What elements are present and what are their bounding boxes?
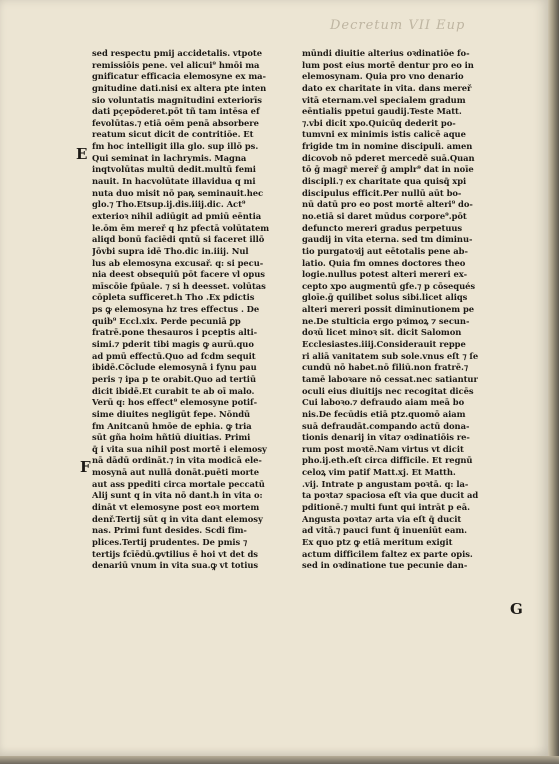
text-line: gloīe.ḡ quilibet solus sibi.licet aliqs xyxy=(302,292,468,303)
text-line: lus ab elemosyna excusař. q: si pecu- xyxy=(92,257,264,268)
text-line: ad vitā.⁊ pauci funt q̄ inueniūt eam. xyxy=(302,525,468,536)
text-line: nia deest obsequiū pōt facere vl opus xyxy=(92,269,265,280)
text-line: tertijs fcīēdū.ꝙvtilius ē hoi vt det ds xyxy=(92,548,258,559)
text-line: nauit. In hacvolūtate illavidua q mi xyxy=(92,176,256,187)
text-line: actum difficilem faltez ex parte opis. xyxy=(302,548,473,559)
text-line: fm hoc intelligit illa glo. sup illō ps. xyxy=(92,141,259,152)
text-line: mosynā aut nullā donāt.puēti morte xyxy=(92,467,259,478)
text-line: cundū nō habet.nō filiū.non fratrē.⁊ xyxy=(302,362,468,373)
text-line: nas. Primi funt desides. Scdi fim- xyxy=(92,525,247,536)
running-head: Decretum VII Eup xyxy=(330,18,466,33)
text-line: sed in oꝛdinatione tue pecunie dan- xyxy=(302,560,468,571)
text-line: Alij sunt q in vita nō dant.h in vita o: xyxy=(92,490,263,501)
margin-marker-f: F xyxy=(80,458,91,476)
text-line: cepto xpo augmentū gfe.⁊ p cōsequés xyxy=(302,280,476,291)
margin-marker-g: G xyxy=(510,600,523,618)
text-line: inqtvolūtas multū dedit.multū femi xyxy=(92,164,256,175)
text-line: tō ḡ magr̄ mereř ḡ amplr⁹ dat in noīe xyxy=(302,164,474,175)
text-line: denř.Tertij sūt q in vita dant elemosy xyxy=(92,513,263,524)
text-line: Ecclesiastes.iiij.Considerauit reppe xyxy=(302,339,466,350)
text-line: plices.Tertij prudentes. De pmis ⁊ xyxy=(92,536,248,547)
text-line: rum post moꝛtē.Nam virtus vt dicit xyxy=(302,443,464,454)
text-line: tumvni ex minimis istis calicē aque xyxy=(302,129,466,140)
text-line: elemosynam. Quia pro vno denario xyxy=(302,71,464,82)
text-line: gaudij in vita eterna. sed tm diminu- xyxy=(302,234,473,245)
text-line: suā defraudāt.compando actū dona- xyxy=(302,420,470,431)
text-line: aut ass ppediti circa mortale peccatū xyxy=(92,478,265,489)
text-line: Cui laboꝛo.⁊ defraudo aiam meā bo xyxy=(302,397,465,408)
text-line: dināt vt elemosyne post eoꝛ mortem xyxy=(92,501,260,512)
text-line: defuncto mereri gradus perpetuus xyxy=(302,222,463,233)
text-line: frigide tm in nomine discipuli. amen xyxy=(302,141,473,152)
text-line: ne.De stulticia ergo pꝛimoꝝ ⁊ secun- xyxy=(302,315,470,326)
text-line: doꝛū licet minoꝛ sit. dicit Salomon xyxy=(302,327,462,338)
text-line: Angusta poꝛta⁊ arta via eſt q̄ ducit xyxy=(302,513,462,524)
margin-marker-e: E xyxy=(76,145,88,163)
text-line: ad pmū effectū.Quo ad fcdm sequit xyxy=(92,350,256,361)
page-edge-right xyxy=(548,0,559,764)
text-line: lum post eius mortē dentur pro eo in xyxy=(302,59,474,70)
text-line: nuta duo misit nō paꝶ seminauit.hec xyxy=(92,187,264,198)
text-line: denariū vnum in vita sua.ꝙ vt totius xyxy=(92,560,259,571)
text-line: nū datū pro eo post mortē alteri⁹ do- xyxy=(302,199,473,210)
text-line: quib⁹ Eccl.xix. Perde pecuniā ꝑp xyxy=(92,315,241,326)
text-line: Verū q: hos effect⁹ elemosyne potiſ- xyxy=(92,397,258,408)
text-line: sime diuites negligūt fepe. Nōndū xyxy=(92,408,251,419)
text-line: dicit ibidē.Et curabit te ab oī malo. xyxy=(92,385,255,396)
text-line: peris ⁊ ipa p te orabit.Quo ad tertiū xyxy=(92,373,256,384)
text-line: simi.⁊ pderit tibi magis ꝙ aurū.quo xyxy=(92,339,254,350)
text-line: pho.ij.eth.eſt circa difficile. Et regnū xyxy=(302,455,473,466)
text-line: celoꝝ vim patif Matt.xj. Et Matth. xyxy=(302,467,456,478)
text-line: Ex quo ptz ꝙ etiā meritum exigit xyxy=(302,536,453,547)
text-line: aliqd bonū faciēdi qntū si faceret illō xyxy=(92,234,265,245)
text-line: fevolūtas.⁊ etiā oēm penā absorbere xyxy=(92,117,259,128)
text-line: ibidē.Cōclude elemosynā i fynu pau xyxy=(92,362,257,373)
text-line: ta poꝛta⁊ spaciosa eſt via que ducit ad xyxy=(302,490,479,501)
text-line: mūndi diuitie alterius oꝛdinatiōe fo- xyxy=(302,48,470,58)
text-line: sūt gña hoim hñtiū diuitias. Primi xyxy=(92,432,251,443)
text-line: dato ex charitate in vita. dans mereř xyxy=(302,82,472,93)
text-line: reatum sicut dicit de contritiōe. Et xyxy=(92,129,254,140)
text-line: exterioꝛ nihil adiūgit ad pmiū eēntia xyxy=(92,210,262,221)
left-text-column xyxy=(92,48,290,572)
text-line: gnitudine dati.nisi ex altera pte inten xyxy=(92,82,267,93)
text-line: nis.De fecūdis etiā ptz.quomō aiam xyxy=(302,408,466,419)
text-line: glo.⁊ Tho.Etsup.ij.dis.iiij.dic. Act⁹ xyxy=(92,199,246,210)
text-line: fratrē.pone thesauros i pceptis alti- xyxy=(92,327,258,338)
text-line: remissiōis pene. vel alicui⁹ hmōi ma xyxy=(92,59,260,70)
text-line: discipulus efficit.Per nullū aūt bo- xyxy=(302,187,462,198)
text-line: cōpleta sufficeret.h Tho .Ex pdictis xyxy=(92,292,255,303)
text-line: oculi eius diuitijs nec recogitat dicēs xyxy=(302,385,474,396)
text-line: pditionē.⁊ multi funt qui intrāt p eā. xyxy=(302,501,470,512)
text-line: ps ꝙ elemosyna hz tres effectus . De xyxy=(92,304,260,315)
text-line: ri aliā vanitatem sub sole.vnus eſt ⁊ ſe xyxy=(302,350,479,361)
page-edge-bottom xyxy=(0,756,559,764)
text-line: tamē laboꝛare nō cessat.nec satiantur xyxy=(302,373,478,384)
text-line: q̄ i vita sua nihil post mortē i elemosy xyxy=(92,443,267,454)
text-line: sed respectu pmij accidetalis. vtpote xyxy=(92,48,262,58)
text-line: discipli.⁊ ex charitate qua quisq̄ xpi xyxy=(302,176,467,187)
text-line: tio purgatoꝛij aut eētotalis pene ab- xyxy=(302,245,468,256)
text-line: gnificatur efficacia elemosyne ex ma- xyxy=(92,71,266,82)
text-line: Jōvbi supra idē Tho.dic in.iiij. Nul xyxy=(92,245,249,256)
text-line: .vij. Intrate p angustam poꝛtā. q: la- xyxy=(302,478,469,489)
text-line: mīscōie fpūale. ⁊ si h deesset. volūtas xyxy=(92,280,266,291)
text-line: sio voluntatis magnitudini exteriorīs xyxy=(92,94,262,105)
right-text-column xyxy=(302,48,502,572)
text-line: no.etiā si daret mūdus corpore⁹.pōt xyxy=(302,210,467,221)
text-line: ⁊.vbi dicit xpo.Quicūq dederit po- xyxy=(302,117,456,128)
text-line: logie.nullus potest alteri mereri ex- xyxy=(302,269,468,280)
text-line: dicovob nō pderet mercedē suā.Quan xyxy=(302,152,475,163)
text-line: fm Anitcanū hmōe de ephia. ꝙ tria xyxy=(92,420,252,431)
text-line: dati pçepōderet.pōt tñ tam intēsa ef xyxy=(92,106,260,117)
text-line: tionis denarij in vita⁊ oꝛdinatiōis re- xyxy=(302,432,470,443)
text-line: le.ōm ēm mereř q hz pfectā volūtatem xyxy=(92,222,270,233)
text-line: vitā eternam.vel specialem gradum xyxy=(302,94,466,105)
text-line: alteri mereri possit diminutionem pe xyxy=(302,304,475,315)
text-line: Qui seminat in lachrymis. Magna xyxy=(92,152,247,163)
text-line: nā dādū ordināt.⁊ in vita modicā ele- xyxy=(92,455,262,466)
text-line: latio. Quia fm omnes doctores theo xyxy=(302,257,466,268)
text-line: eēntialis ppetui gaudij.Teste Matt. xyxy=(302,106,462,117)
